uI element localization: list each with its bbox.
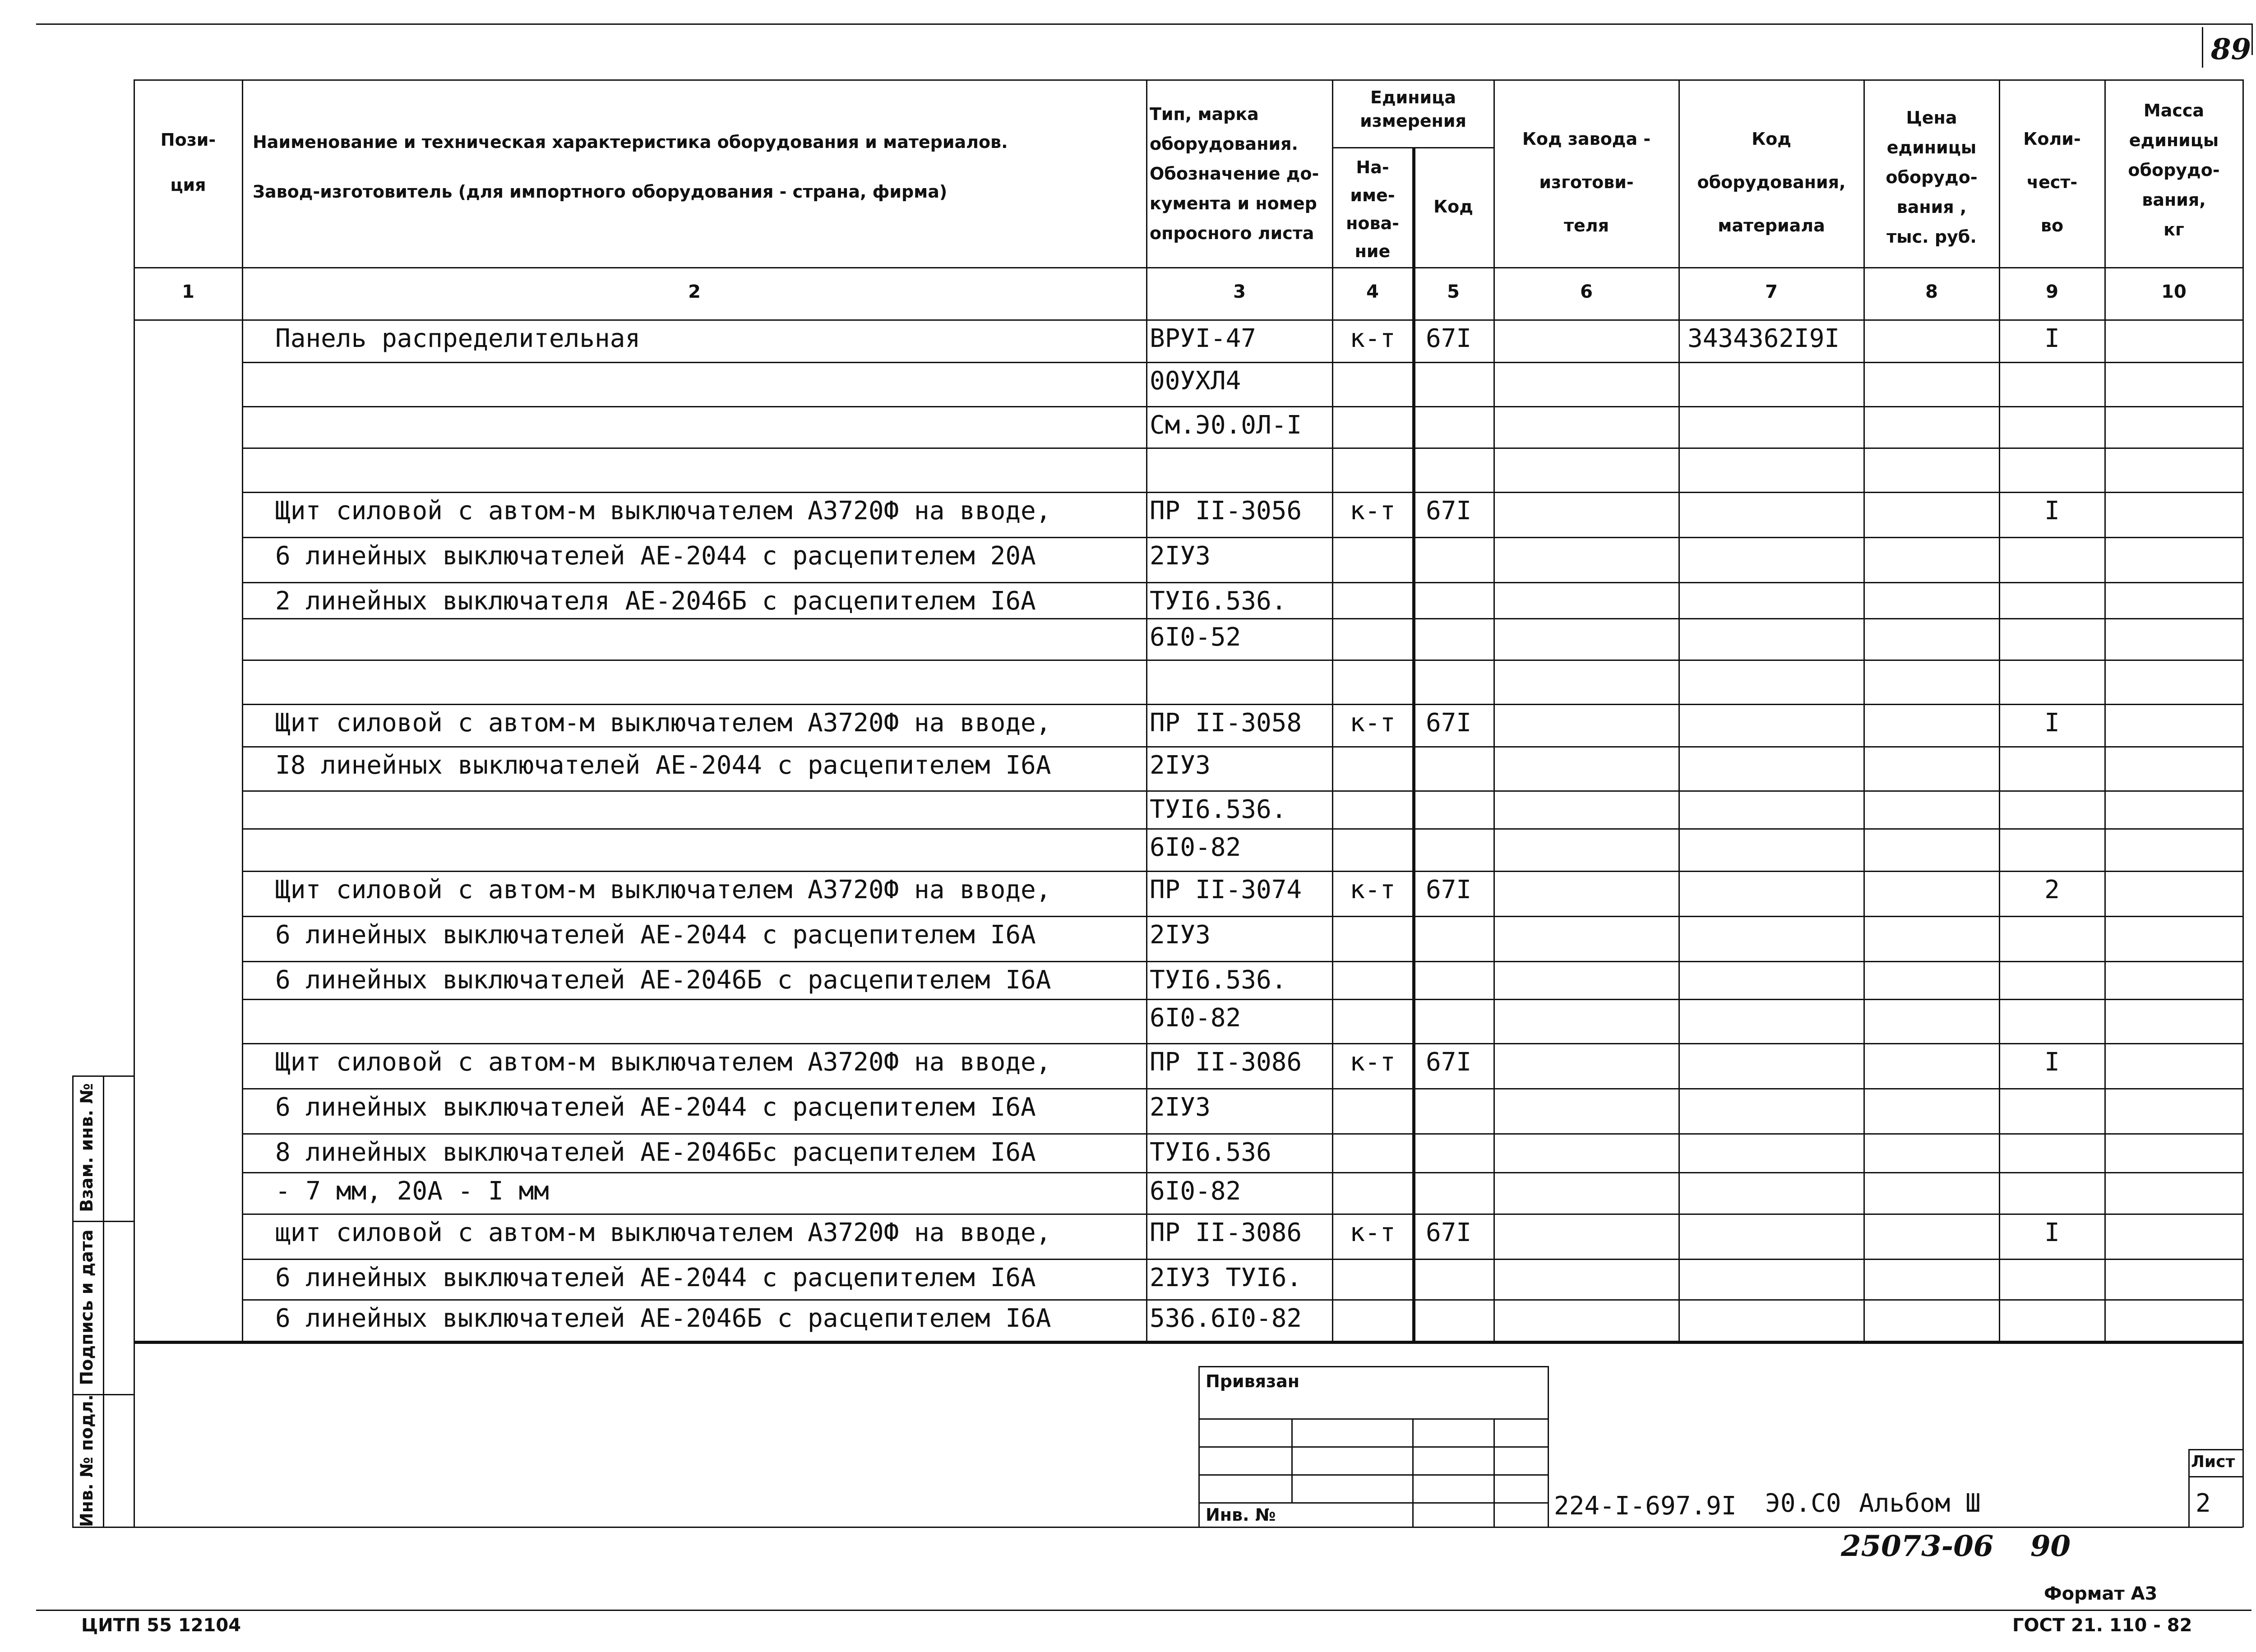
row-separator (242, 660, 2242, 661)
stamp-v3 (1493, 1418, 1495, 1527)
side-label-podpis: Подпись и дата (77, 1229, 97, 1385)
row-unit-cell (1334, 751, 1411, 790)
row-qty-cell (2000, 411, 2104, 448)
stamp-privyazan-under (1198, 1418, 1548, 1420)
row-unit-cell: к-т (1350, 708, 1396, 738)
row-name-cell: 8 линейных выключателей АЕ-2046Бс расцепителем I6А (275, 1138, 1036, 1167)
row-type-cell: ПР II-3058 (1150, 708, 1302, 738)
row-separator (242, 1088, 2242, 1089)
col-line-6 (1678, 79, 1680, 1342)
row-name-cell: 6 линейных выключателей АЕ-2044 с расцепителем I6А (275, 1093, 1036, 1122)
row-code-cell (1426, 623, 1493, 660)
row-type-cell: ТУI6.536. (1150, 586, 1287, 616)
footer-handwritten-page: 90 (2030, 1529, 2071, 1563)
row-code-cell (1426, 1304, 1493, 1341)
rows-bottom-border (134, 1341, 2242, 1344)
row-code-cell: 67I (1426, 708, 1472, 738)
stamp-privyazan: Привязан (1206, 1371, 1300, 1391)
row-separator (242, 492, 2242, 493)
row-code-cell: 67I (1426, 324, 1472, 353)
stamp-v1 (1291, 1418, 1293, 1502)
row-code-cell (1426, 664, 1493, 704)
stamp-inv-no: Инв. № (1206, 1505, 1276, 1525)
colnum-4: 4 (1366, 281, 1379, 302)
row-name-cell: Панель распределительная (275, 324, 641, 353)
row-unit-cell (1334, 1138, 1411, 1172)
row-name-cell: 2 линейных выключателя АЕ-2046Б с расцепителем I6А (275, 586, 1036, 616)
col-line-2 (1146, 79, 1147, 1342)
row-type-cell: ПР II-3086 (1150, 1047, 1302, 1077)
row-equip-code-cell (1687, 541, 1859, 582)
row-separator (242, 1214, 2242, 1215)
footer-format: Формат А3 (2044, 1583, 2158, 1604)
row-type-cell: 00УХЛ4 (1150, 366, 1241, 396)
side-stamp-div1 (72, 1221, 134, 1222)
row-type-cell: 6I0-82 (1150, 833, 1241, 862)
row-qty-cell (2000, 965, 2104, 999)
row-equip-code-cell (1687, 366, 1859, 406)
stamp-line-b (1198, 1474, 1548, 1476)
stamp-album: Альбом Ш (1859, 1489, 1981, 1518)
row-name-cell: Щит силовой с автом-м выключателем А3720Ф на вводе, (275, 496, 1051, 526)
colnum-10: 10 (2161, 281, 2187, 302)
side-stamp-top (72, 1075, 134, 1077)
row-unit-cell (1334, 664, 1411, 704)
row-equip-code-cell (1687, 623, 1859, 660)
header-type: Тип, марка оборудования. Обозначение до- кумента и номер опросного листа (1150, 104, 1319, 243)
row-type-cell: 2IУ3 (1150, 751, 1211, 780)
row-code-cell (1426, 965, 1493, 999)
row-qty-cell (2000, 795, 2104, 828)
side-label-vzam: Взам. инв. № (77, 1083, 97, 1212)
row-type-cell: ВРУI-47 (1150, 324, 1257, 353)
row-name-cell (275, 1003, 1142, 1043)
row-qty-cell (2000, 1177, 2104, 1214)
row-type-cell: 2IУ3 ТУI6. (1150, 1263, 1302, 1292)
stamp-sheet-top (2188, 1449, 2242, 1450)
row-type-cell: 2IУ3 (1150, 1093, 1211, 1122)
row-name-cell: I8 линейных выключателей АЕ-2044 с расцепителем I6А (275, 751, 1051, 780)
row-separator (242, 828, 2242, 830)
row-qty-cell: I (2044, 1218, 2060, 1247)
row-code-cell (1426, 751, 1493, 790)
bottom-trim-line (36, 1610, 2251, 1611)
stamp-line-c (1198, 1502, 1548, 1504)
side-label-inv: Инв. № подл. (77, 1394, 97, 1527)
row-name-cell: 6 линейных выключателей АЕ-2044 с расцепителем I6А (275, 920, 1036, 950)
row-unit-cell (1334, 1093, 1411, 1133)
row-name-cell: 6 линейных выключателей АЕ-2044 с расцепителем I6А (275, 1263, 1036, 1292)
row-equip-code-cell (1687, 586, 1859, 618)
row-type-cell: 6I0-82 (1150, 1003, 1241, 1033)
row-equip-code-cell (1687, 795, 1859, 828)
row-unit-cell (1334, 623, 1411, 660)
row-unit-cell: к-т (1350, 496, 1396, 526)
row-equip-code-cell (1687, 496, 1859, 537)
footer-publisher: ЦИТП 55 12104 (81, 1615, 241, 1636)
row-code-cell (1426, 1003, 1493, 1043)
row-separator (242, 362, 2242, 363)
row-code-cell (1426, 411, 1493, 448)
row-name-cell: Щит силовой с автом-м выключателем А3720Ф на вводе, (275, 1047, 1051, 1077)
row-code-cell: 67I (1426, 1218, 1472, 1247)
row-name-cell (275, 833, 1142, 871)
stamp-v0 (1198, 1366, 1200, 1527)
stamp-v4 (1548, 1366, 1549, 1527)
row-qty-cell: I (2044, 496, 2060, 526)
row-qty-cell (2000, 541, 2104, 582)
row-code-cell (1426, 795, 1493, 828)
row-unit-cell (1334, 833, 1411, 871)
row-separator (242, 916, 2242, 917)
row-unit-cell (1334, 920, 1411, 961)
header-mass: Масса единицы оборудо- вания, кг (2128, 101, 2220, 240)
colnum-6: 6 (1580, 281, 1593, 302)
col-line-3 (1332, 79, 1333, 1342)
colnum-8: 8 (1925, 281, 1938, 302)
row-type-cell: 536.6I0-82 (1150, 1304, 1302, 1333)
row-unit-cell (1334, 1304, 1411, 1341)
row-qty-cell: I (2044, 324, 2060, 353)
row-code-cell: 67I (1426, 875, 1472, 904)
row-name-cell (275, 623, 1142, 660)
row-name-cell: Щит силовой с автом-м выключателем А3720Ф на вводе, (275, 708, 1051, 738)
row-type-cell: 6I0-82 (1150, 1177, 1241, 1206)
row-equip-code-cell (1687, 664, 1859, 704)
unit-group-divider (1332, 147, 1493, 148)
colnum-7: 7 (1765, 281, 1778, 302)
row-code-cell (1426, 541, 1493, 582)
header-position: Пози- ция (160, 130, 216, 195)
row-type-cell: ТУI6.536 (1150, 1138, 1271, 1167)
colnum-5: 5 (1447, 281, 1460, 302)
row-separator (242, 1043, 2242, 1044)
row-type-cell: 2IУ3 (1150, 920, 1211, 950)
row-name-cell (275, 411, 1142, 448)
row-code-cell: 67I (1426, 496, 1472, 526)
row-equip-code-cell (1687, 833, 1859, 871)
row-name-cell: 6 линейных выключателей АЕ-2044 с расцепителем 20А (275, 541, 1036, 571)
row-type-cell: 6I0-52 (1150, 623, 1241, 652)
row-equip-code-cell (1687, 1218, 1859, 1259)
row-qty-cell: 2 (2044, 875, 2060, 904)
row-separator (242, 961, 2242, 962)
row-unit-cell (1334, 452, 1411, 492)
row-unit-cell: к-т (1350, 324, 1396, 353)
row-name-cell (275, 795, 1142, 828)
col-line-10 (2242, 79, 2244, 1527)
row-qty-cell (2000, 1138, 2104, 1172)
row-type-cell (1150, 664, 1330, 704)
footer-handwritten-number: 25073-06 (1841, 1529, 1994, 1563)
row-separator (242, 704, 2242, 705)
row-code-cell (1426, 1263, 1493, 1299)
stamp-privyazan-top (1198, 1366, 1548, 1367)
top-trim-line (36, 23, 2251, 25)
row-unit-cell (1334, 541, 1411, 582)
row-name-cell: 6 линейных выключателей АЕ-2046Б с расцепителем I6А (275, 965, 1051, 995)
row-separator (242, 582, 2242, 583)
row-qty-cell (2000, 623, 2104, 660)
row-code-cell (1426, 586, 1493, 618)
row-equip-code-cell (1687, 452, 1859, 492)
stamp-sheet-number: 2 (2196, 1489, 2211, 1518)
row-equip-code-cell (1687, 1263, 1859, 1299)
row-name-cell: щит силовой с автом-м выключателем А3720Ф на вводе, (275, 1218, 1051, 1247)
row-qty-cell (2000, 1003, 2104, 1043)
row-name-cell: - 7 мм, 20А - I мм (275, 1177, 549, 1206)
row-qty-cell (2000, 833, 2104, 871)
row-unit-cell (1334, 366, 1411, 406)
stamp-sheet-mid (2188, 1476, 2242, 1477)
row-qty-cell (2000, 586, 2104, 618)
row-equip-code-cell (1687, 1138, 1859, 1172)
stamp-v2 (1412, 1418, 1414, 1527)
row-code-cell (1426, 1177, 1493, 1214)
col-line-9 (2104, 79, 2106, 1342)
row-type-cell: ТУI6.536. (1150, 795, 1287, 824)
row-equip-code-cell (1687, 875, 1859, 916)
corner-tick (2202, 27, 2203, 68)
row-equip-code-cell (1687, 1177, 1859, 1214)
col-line-1 (242, 79, 243, 1342)
colnum-9: 9 (2046, 281, 2058, 302)
row-qty-cell: I (2044, 1047, 2060, 1077)
row-separator (242, 746, 2242, 748)
side-stamp-mid (103, 1075, 104, 1527)
row-equip-code-cell (1687, 1047, 1859, 1088)
row-equip-code-cell: 3434362I9I (1687, 324, 1840, 353)
right-trim-line (2251, 23, 2253, 55)
row-name-cell: Щит силовой с автом-м выключателем А3720Ф на вводе, (275, 875, 1051, 904)
row-unit-cell (1334, 1263, 1411, 1299)
row-name-cell (275, 664, 1142, 704)
row-unit-cell: к-т (1350, 875, 1396, 904)
colnum-2: 2 (688, 281, 701, 302)
row-type-cell (1150, 452, 1330, 492)
row-equip-code-cell (1687, 1093, 1859, 1133)
row-separator (242, 1133, 2242, 1135)
row-type-cell: ТУI6.536. (1150, 965, 1287, 995)
row-equip-code-cell (1687, 1003, 1859, 1043)
corner-sheet-number: 89 (2211, 32, 2251, 66)
header-unit-name: На- име- нова- ние (1346, 157, 1399, 261)
col-line-4 (1412, 147, 1415, 1342)
row-separator (242, 537, 2242, 538)
row-separator (242, 999, 2242, 1000)
col-line-5 (1493, 79, 1495, 1342)
row-name-cell (275, 452, 1142, 492)
row-type-cell: См.Э0.0Л-I (1150, 411, 1302, 440)
row-equip-code-cell (1687, 751, 1859, 790)
footer-gost: ГОСТ 21. 110 - 82 (2012, 1615, 2192, 1636)
row-qty-cell (2000, 1263, 2104, 1299)
row-qty-cell: I (2044, 708, 2060, 738)
header-bottom-border (134, 267, 2242, 268)
colnum-3: 3 (1233, 281, 1246, 302)
row-equip-code-cell (1687, 1304, 1859, 1341)
row-separator (242, 406, 2242, 407)
header-price: Цена единицы оборудо- вания , тыс. руб. (1886, 108, 1978, 247)
colnum-1: 1 (182, 281, 194, 302)
row-equip-code-cell (1687, 411, 1859, 448)
row-separator (242, 1172, 2242, 1173)
row-code-cell (1426, 366, 1493, 406)
row-qty-cell (2000, 366, 2104, 406)
row-code-cell (1426, 1093, 1493, 1133)
row-code-cell (1426, 833, 1493, 871)
colnum-bottom-border (134, 319, 2242, 321)
row-qty-cell (2000, 1304, 2104, 1341)
row-unit-cell (1334, 965, 1411, 999)
row-qty-cell (2000, 1093, 2104, 1133)
row-unit-cell (1334, 795, 1411, 828)
header-equipment-code: Код оборудования, материала (1697, 129, 1846, 235)
row-unit-cell: к-т (1350, 1218, 1396, 1247)
row-unit-cell: к-т (1350, 1047, 1396, 1077)
row-type-cell: ПР II-3056 (1150, 496, 1302, 526)
row-equip-code-cell (1687, 965, 1859, 999)
table-bottom-border (72, 1527, 2242, 1528)
stamp-sheet-label: Лист (2191, 1453, 2235, 1471)
row-type-cell: ПР II-3086 (1150, 1218, 1302, 1247)
side-stamp-left (72, 1075, 74, 1527)
header-unit-code: Код (1433, 197, 1473, 217)
stamp-designation: 224-I-697.9I (1554, 1491, 1737, 1521)
row-unit-cell (1334, 1003, 1411, 1043)
row-separator (242, 448, 2242, 449)
row-unit-cell (1334, 411, 1411, 448)
row-name-cell: 6 линейных выключателей АЕ-2046Б с расцепителем I6А (275, 1304, 1051, 1333)
row-qty-cell (2000, 664, 2104, 704)
stamp-sheet-left (2188, 1449, 2190, 1527)
header-name: Наименование и техническая характеристика оборудования и материалов. Завод-изготовитель (для импортного оборудования - страна, фирма) (253, 132, 1008, 202)
row-code-cell (1426, 452, 1493, 492)
header-plant-code: Код завода - изготови- теля (1522, 129, 1651, 235)
row-type-cell: 2IУ3 (1150, 541, 1211, 571)
row-separator (242, 618, 2242, 619)
header-quantity: Коли- чест- во (2023, 129, 2081, 235)
col-line-7 (1863, 79, 1865, 1342)
row-code-cell (1426, 1138, 1493, 1172)
row-separator (242, 790, 2242, 792)
row-separator (242, 1299, 2242, 1301)
stamp-section: Э0.С0 (1765, 1489, 1841, 1518)
row-separator (242, 1259, 2242, 1260)
row-qty-cell (2000, 452, 2104, 492)
header-unit-group: Единица измерения (1360, 88, 1466, 131)
row-unit-cell (1334, 586, 1411, 618)
row-separator (242, 871, 2242, 872)
row-code-cell: 67I (1426, 1047, 1472, 1077)
row-unit-cell (1334, 1177, 1411, 1214)
row-qty-cell (2000, 920, 2104, 961)
row-equip-code-cell (1687, 708, 1859, 746)
table-top-border (134, 79, 2242, 81)
row-type-cell: ПР II-3074 (1150, 875, 1302, 904)
row-name-cell (275, 366, 1142, 406)
row-equip-code-cell (1687, 920, 1859, 961)
row-qty-cell (2000, 751, 2104, 790)
row-code-cell (1426, 920, 1493, 961)
stamp-line-a (1198, 1446, 1548, 1448)
